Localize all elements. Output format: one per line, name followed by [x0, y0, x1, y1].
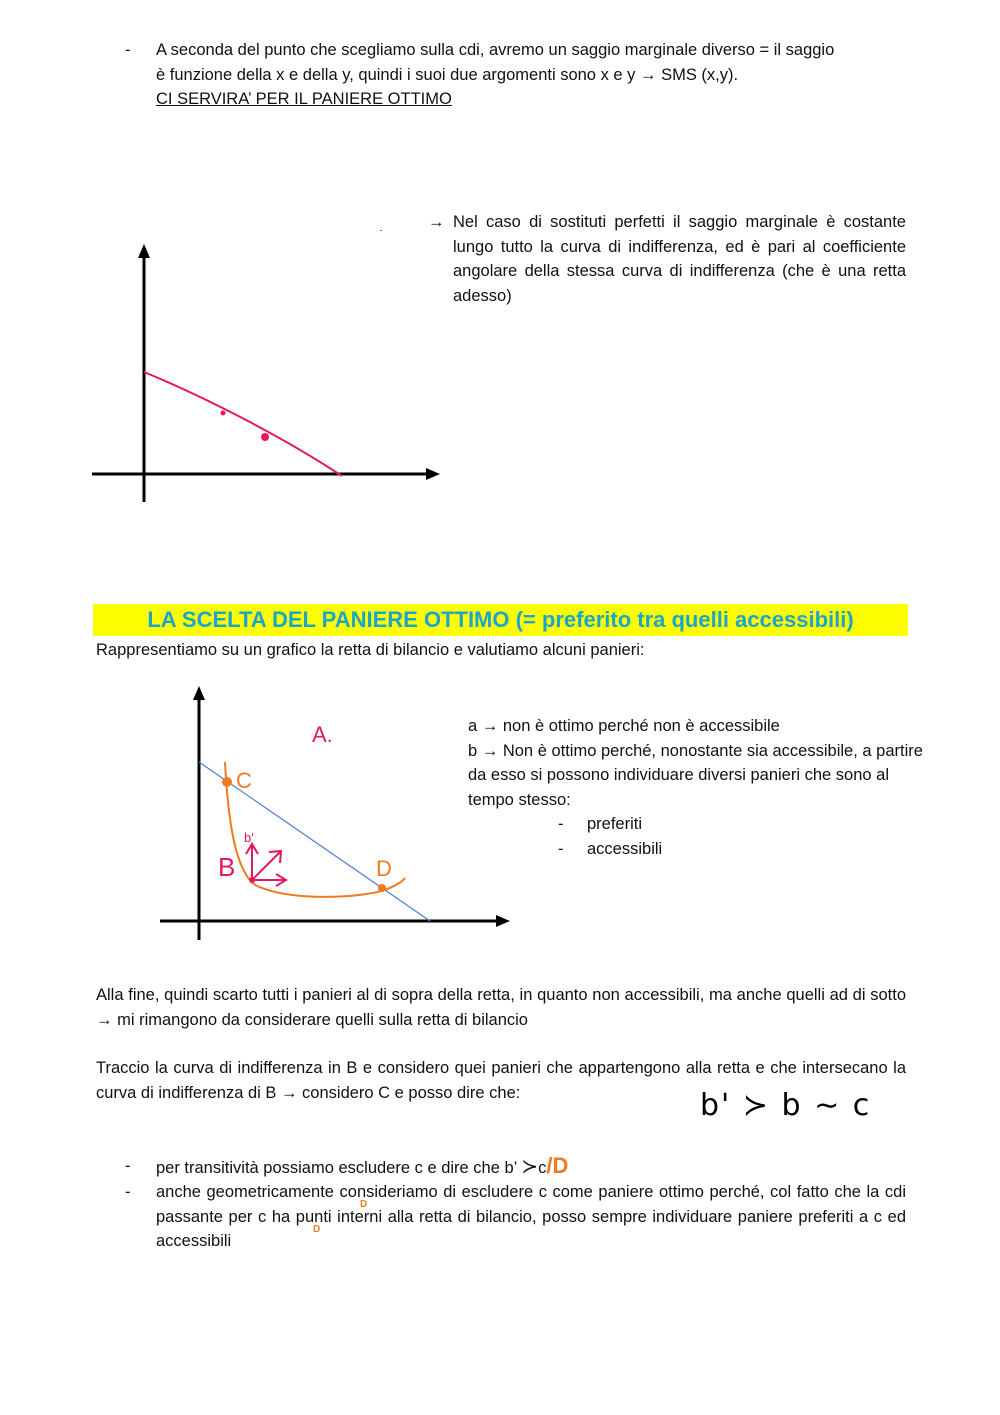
x-axis-arrowhead — [426, 468, 440, 480]
curve-point-1 — [221, 411, 226, 416]
basket-c: c — [538, 1159, 547, 1177]
final-bullet-1 — [125, 1153, 906, 1181]
arrow-diagonal — [252, 852, 280, 880]
analysis-sub-accessibili: accessibili — [587, 839, 663, 858]
final-bullet-2 — [125, 1180, 906, 1254]
label-a: A. — [312, 722, 333, 747]
conclusion-paragraph: Alla fine, quindi scarto tutti i panieri al di sopra della retta, in quanto non accessibili, ma anche quelli ad di sotto → mi rimangono da considerare quelli sulla retta di bilancio — [96, 986, 906, 1029]
geometric-text: anche geometricamente consideriamo di escludere c come paniere ottimo perché, col fatto che la cdi passante per c ha punti interni alla retta di bilancio, posso sempre individuare paniere preferiti a c ed accessibili — [156, 1183, 906, 1250]
section-heading-banner: LA SCELTA DEL PANIERE OTTIMO (= preferito tra quelli accessibili) — [93, 604, 908, 636]
bullet-dash: - — [558, 839, 564, 858]
point-c — [222, 777, 232, 787]
preference-symbol: ≻ — [521, 1156, 539, 1178]
handwritten-relation: b' ≻ b ∼ c — [700, 1088, 872, 1123]
transitivity-text: per transitività possiamo escludere c e dire che b’ — [156, 1159, 517, 1177]
trace-paragraph: Traccio la curva di indifferenza in B e considero quei panieri che appartengono alla retta e che intersecano la curva di indifferenza di B → considero C e posso dire che: — [96, 1059, 906, 1102]
orange-mark-1: D — [360, 1199, 368, 1210]
sms-underlined-note: CI SERVIRA’ PER IL PANIERE OTTIMO — [156, 90, 452, 108]
x-axis-arrowhead — [496, 915, 510, 927]
stray-mark — [380, 230, 382, 231]
bullet-dash: - — [125, 1157, 131, 1175]
analysis-sub-item — [468, 837, 933, 862]
arrow-icon: → — [428, 213, 445, 231]
intro-sentence: Rappresentiamo su un grafico la retta di bilancio e valutiamo alcuni panieri: — [96, 641, 645, 659]
label-c: C — [236, 768, 252, 793]
y-axis-arrowhead — [138, 244, 150, 258]
perfect-substitutes-body: Nel caso di sostituti perfetti il saggio marginale è costante lungo tutto la curva di indifferenza, ed è pari al coefficiente angolare della stessa curva di indifferenza (che è una retta adesso) — [453, 213, 906, 305]
analysis-block — [468, 714, 933, 861]
label-d: D — [376, 856, 392, 881]
curve-point-2 — [261, 433, 269, 441]
analysis-sub-preferiti: preferiti — [587, 815, 643, 833]
point-d — [378, 884, 386, 892]
analysis-a: a → non è ottimo perché non è accessibile — [468, 717, 780, 735]
label-bprime: b' — [244, 830, 254, 845]
orange-mark-2: D — [313, 1224, 321, 1235]
bullet-dash: - — [125, 41, 131, 59]
sms-line-1: A seconda del punto che scegliamo sulla cdi, avremo un saggio marginale diverso = il saggio — [156, 41, 835, 59]
handwritten-d-note: /D — [546, 1153, 569, 1178]
perfect-substitutes-text — [428, 210, 906, 308]
indifference-line — [144, 372, 342, 476]
analysis-sub-item — [468, 812, 933, 837]
y-axis-arrowhead — [193, 686, 205, 700]
budget-line-diagram — [150, 680, 520, 945]
perfect-substitutes-diagram — [80, 230, 450, 510]
sms-line-2: è funzione della x e della y, quindi i suoi due argomenti sono x e y → SMS (x,y). — [156, 65, 739, 84]
intro-bullet-block — [125, 38, 916, 112]
label-b: B — [218, 852, 236, 882]
bullet-dash: - — [125, 1183, 131, 1201]
bullet-dash: - — [558, 815, 564, 833]
analysis-b: b → Non è ottimo perché, nonostante sia accessibile, a partire da esso si possono individuare diversi panieri che sono al tempo stesso: — [468, 741, 923, 809]
